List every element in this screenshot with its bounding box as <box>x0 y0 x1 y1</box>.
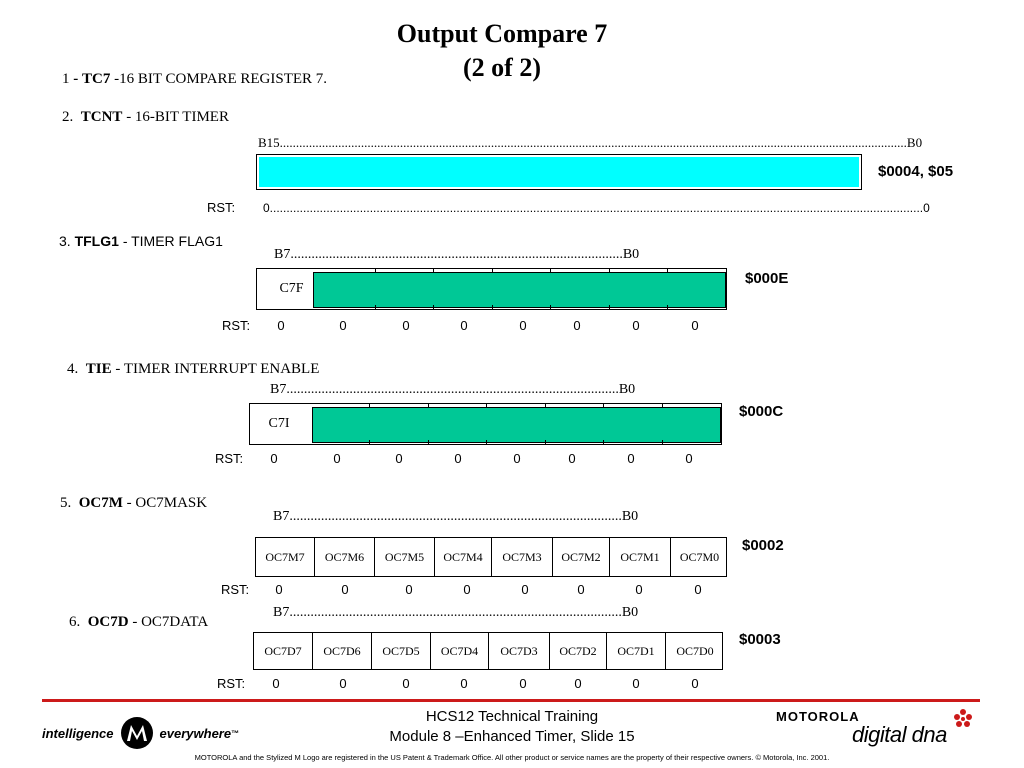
oc7d-bit-2: OC7D2 <box>550 633 607 669</box>
tie-bit7-label: C7I <box>268 416 290 431</box>
tie-name: TIE <box>85 361 112 377</box>
oc7d-rst-bit-3: 0 <box>519 676 527 691</box>
motorola-wordmark: MOTOROLA <box>776 709 860 724</box>
oc7d-rst-bit-7: 0 <box>272 676 280 691</box>
oc7d-rst-bit-4: 0 <box>460 676 468 691</box>
tflg1-rst-bit-5: 0 <box>402 318 410 333</box>
oc7m-rst-bit-7: 0 <box>275 582 283 597</box>
tflg1-rst-bit-0: 0 <box>691 318 699 333</box>
oc7d-rst-bit-6: 0 <box>339 676 347 691</box>
digital-dna-wordmark: digital dna <box>852 722 947 747</box>
oc7m-address: $0002 <box>742 537 784 554</box>
oc7d-name: OC7D <box>87 614 129 630</box>
oc7m-bit-1: OC7M1 <box>610 538 671 576</box>
tie-bit-range: B7...............................................................................................B0 <box>270 382 636 397</box>
oc7m-bit-3: OC7M3 <box>492 538 553 576</box>
oc7m-register <box>255 537 727 577</box>
tcnt-bit-range: B15.................................................................................................................................................................................................B0 <box>258 135 923 150</box>
tc7-heading <box>62 71 327 88</box>
oc7d-rst-label: RST: <box>217 676 246 691</box>
oc7m-bit-5: OC7M5 <box>375 538 435 576</box>
oc7m-bit-2: OC7M2 <box>553 538 610 576</box>
footer-module: Module 8 –Enhanced Timer, Slide 15 <box>389 728 635 745</box>
tflg1-address: $000E <box>745 270 789 287</box>
trademark-mark: ™ <box>231 728 240 738</box>
tc7-name: TC7 <box>82 71 111 87</box>
tie-address: $000C <box>739 403 784 420</box>
tc7-number: 1 <box>62 71 70 87</box>
tc7-description: -16 BIT COMPARE REGISTER 7. <box>114 71 328 87</box>
tflg1-rst-bit-3: 0 <box>519 318 527 333</box>
oc7d-description: - OC7DATA <box>132 614 209 630</box>
oc7d-rst-bit-0: 0 <box>691 676 699 691</box>
motorola-m-logo-icon <box>120 716 154 750</box>
tie-description: - TIMER INTERRUPT ENABLE <box>115 361 320 377</box>
footer-course-info <box>292 707 732 747</box>
tflg1-description: - TIMER FLAG1 <box>122 233 223 249</box>
slogan <box>42 716 239 750</box>
oc7m-rst-bit-6: 0 <box>341 582 349 597</box>
oc7m-bit-range: B7...............................................................................................B0 <box>273 509 639 524</box>
tie-unused-bits-fill <box>312 407 721 443</box>
tflg1-unused-bits-fill <box>313 272 726 308</box>
tie-rst-bit-3: 0 <box>513 451 521 466</box>
tie-heading <box>67 361 319 378</box>
tflg1-rst-bit-6: 0 <box>339 318 347 333</box>
tie-rst-bit-5: 0 <box>395 451 403 466</box>
oc7m-bit-0: OC7M0 <box>679 549 720 564</box>
oc7m-description: - OC7MASK <box>126 495 208 511</box>
tie-rst-bit-7: 0 <box>270 451 278 466</box>
oc7m-name: OC7M <box>78 495 123 511</box>
oc7d-number: 6. <box>69 614 81 630</box>
tie-rst-bit-2: 0 <box>568 451 576 466</box>
oc7d-bit-7: OC7D7 <box>254 633 313 669</box>
tcnt-register <box>256 154 862 190</box>
oc7m-bit-6: OC7M6 <box>315 538 375 576</box>
slogan-right: everywhere <box>159 725 232 741</box>
oc7d-rst-bit-1: 0 <box>632 676 640 691</box>
tflg1-heading <box>59 233 223 249</box>
oc7d-address: $0003 <box>739 631 781 648</box>
tcnt-rst-label: RST: <box>207 200 236 215</box>
oc7d-bit-range: B7...............................................................................................B0 <box>273 605 639 620</box>
oc7d-rst-bit-2: 0 <box>574 676 582 691</box>
tie-rst-bit-0: 0 <box>685 451 693 466</box>
oc7d-bit-0: OC7D0 <box>676 643 714 658</box>
tflg1-bit7-label: C7F <box>279 281 304 296</box>
tflg1-number: 3. <box>59 233 71 249</box>
tflg1-rst-bit-7: 0 <box>277 318 285 333</box>
oc7d-rst-bit-5: 0 <box>402 676 410 691</box>
oc7m-rst-bit-0: 0 <box>694 582 702 597</box>
dna-helix-icon <box>953 708 973 730</box>
tcnt-address: $0004, $05 <box>878 163 954 180</box>
tie-register <box>249 403 722 445</box>
oc7m-rst-bit-1: 0 <box>635 582 643 597</box>
tie-rst-bit-1: 0 <box>627 451 635 466</box>
oc7d-heading <box>69 614 208 631</box>
tflg1-bit-range: B7...............................................................................................B0 <box>274 247 640 262</box>
footer-divider <box>42 699 980 702</box>
slogan-left: intelligence <box>42 725 114 741</box>
tflg1-name: TFLG1 <box>74 233 119 249</box>
oc7d-bit-6: OC7D6 <box>313 633 372 669</box>
tc7-dash: - <box>73 71 79 87</box>
tcnt-rst-value: 0....................................................................................................................................................................................................0 <box>263 201 930 215</box>
oc7d-register <box>253 632 723 670</box>
oc7m-bit-4: OC7M4 <box>435 538 492 576</box>
slide-title: Output Compare 7 <box>396 19 608 48</box>
oc7m-number: 5. <box>60 495 72 511</box>
tcnt-name: TCNT <box>80 109 123 125</box>
tie-number: 4. <box>67 361 79 377</box>
tie-rst-bit-4: 0 <box>454 451 462 466</box>
tie-rst-bit-6: 0 <box>333 451 341 466</box>
oc7d-bit-4: OC7D4 <box>431 633 489 669</box>
footer-course: HCS12 Technical Training <box>425 708 599 725</box>
tflg1-rst-label: RST: <box>222 318 251 333</box>
slide-subtitle: (2 of 2) <box>463 53 541 82</box>
tflg1-rst-bit-4: 0 <box>460 318 468 333</box>
oc7d-bit-5: OC7D5 <box>372 633 431 669</box>
tflg1-register <box>256 268 727 310</box>
oc7m-rst-bit-4: 0 <box>463 582 471 597</box>
tcnt-register-fill <box>259 157 859 187</box>
tflg1-rst-bit-2: 0 <box>573 318 581 333</box>
tcnt-number: 2. <box>62 109 74 125</box>
oc7m-rst-bit-5: 0 <box>405 582 413 597</box>
oc7m-rst-label: RST: <box>221 582 250 597</box>
oc7m-heading <box>60 495 207 512</box>
oc7d-bit-3: OC7D3 <box>489 633 550 669</box>
tcnt-heading <box>62 109 229 126</box>
tie-rst-label: RST: <box>215 451 244 466</box>
oc7m-rst-bit-3: 0 <box>521 582 529 597</box>
tflg1-rst-bit-1: 0 <box>632 318 640 333</box>
oc7m-rst-bit-2: 0 <box>577 582 585 597</box>
tcnt-description: - 16-BIT TIMER <box>126 109 229 125</box>
legal-notice: MOTOROLA and the Stylized M Logo are registered in the US Patent & Trademark Office. All other product or service names are the property of their respective owners. © Motorola, Inc. 2001. <box>194 753 830 762</box>
oc7m-bit-7: OC7M7 <box>256 538 315 576</box>
oc7d-bit-1: OC7D1 <box>607 633 666 669</box>
